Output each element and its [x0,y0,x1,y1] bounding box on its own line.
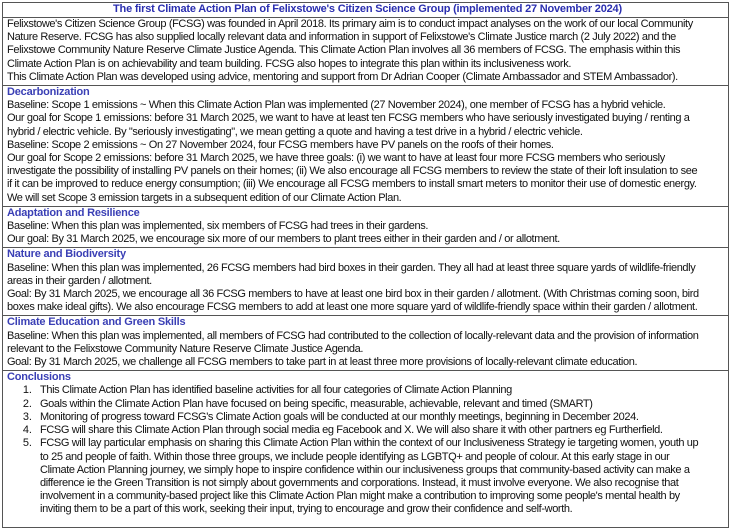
conclusion-line: FCSG will share this Climate Action Plan through social media eg Facebook and X. We will also share it with other partners eg Furtherfield. [40,424,663,437]
intro-line: Felixstowe Community Nature Reserve Climate Justice Agenda. This Climate Action Plan involves all 36 members of FCSG. The emphasis within this [7,44,681,57]
section-line: Our goal for Scope 2 emissions: before 31 March 2025, we have three goals: (i) we want to have at least four more FCSG members who seriously [7,152,665,165]
intro-section [3,17,728,85]
section-line: Goal: By 31 March 2025, we encourage all 36 FCSG members to have at least one bird box in their garden / allotment. (With Christmas coming soon, bird [7,288,699,301]
section-line: Baseline: Scope 1 emissions ~ When this Climate Action Plan was implemented (27 November 2024), one member of FCSG has a hybrid vehicle. [7,99,666,112]
conclusion-item [7,398,728,411]
section-line: Our goal for Scope 1 emissions: before 31 March 2025, we want to have at least ten FCSG members who have seriously investigated buying / renting a [7,112,690,125]
section-line: Baseline: Scope 2 emissions ~ On 27 November 2024, four FCSG members have PV panels on the roofs of their homes. [7,138,554,151]
section-line: Baseline: When this plan was implemented, all members of FCSG had contributed to the collection of locally-relevant data and the provision of information [7,329,699,342]
section-conclusions [3,370,728,526]
section-line: Baseline: When this plan was implemented, 26 FCSG members had bird boxes in their garden. They all had at least three square yards of wildlife-friendly [7,261,696,274]
section-line: Our goal: By 31 March 2025, we encourage six more of our members to plant trees either in their garden and / or allotment. [7,233,560,246]
intro-line: Nature Reserve. FCSG has also supplied locally relevant data and information in support of Felixstowe's Climate Justice march (2 July 2022) and the [7,31,676,44]
conclusion-item [7,411,728,424]
list-number: 3. [22,410,32,423]
section-line: boxes make ideal gifts). We also encourage FCSG members to add at least one more square yard of wildlife-friendly space within their garden / allotment. [7,301,698,314]
conclusion-item [7,424,728,437]
conclusion-item [7,437,728,516]
conclusion-line: involvement in a community-based project like this Climate Action Plan might make a contribution to improving some people's mental health by [40,490,680,503]
list-number: 5. [22,437,32,450]
section-line: Baseline: When this plan was implemented, six members of FCSG had trees in their gardens. [7,220,429,233]
conclusion-line: Climate Action Planning journey, we simply hope to inspire confidence within our inclusiveness groups that community-based activity can make a [40,463,690,476]
section-line: hybrid / electric vehicle. By "seriously investigating", we mean getting a quote and having a test drive in a hybrid / electric vehicle. [7,125,583,138]
conclusion-line: to 25 and people of faith. Within those three groups, we include people identifying as LGBTQ+ and people of colour. At this early stage in our [40,450,670,463]
section-line: areas in their garden / allotment. [7,274,152,287]
conclusion-text [40,411,639,424]
conclusion-text [40,437,698,516]
section-line: We will set Scope 3 emission targets in a subsequent edition of our Climate Action Plan. [7,191,402,204]
conclusion-line: inviting them to be a part of this work, seeking their input, trying to encourage and grow their confidence and self-worth. [40,503,573,516]
section-heading: Adaptation and Resilience [7,206,140,219]
list-number: 4. [22,424,32,437]
conclusion-text [40,384,512,397]
section-heading: Decarbonization [7,86,90,99]
conclusion-line: This Climate Action Plan has identified baseline activities for all four categories of Climate Action Planning [40,384,512,397]
conclusion-line: difference ie the Green Transition is not simply about governments and corporations. Instead, it must involve everyone. We also recognise that [40,476,679,489]
document-title: The first Climate Action Plan of Felixstowe's Citizen Science Group (implemented 27 November 2024) [113,3,622,15]
section-heading: Conclusions [7,371,71,384]
section-line: if it can be improved to reduce energy consumption; (iii) We encourage all FCSG members to install smart meters to monitor their use of domestic energy. [7,178,697,191]
section-adaptation-and-resilience [3,206,728,248]
section-heading: Nature and Biodiversity [7,248,126,261]
conclusion-line: FCSG will lay particular emphasis on sharing this Climate Action Plan within the context of our Inclusiveness Strategy ie targeting women, youth up [40,437,699,450]
conclusion-line: Goals within the Climate Action Plan have focused on being specific, measurable, achievable, relevant and timed (SMART) [40,397,593,410]
list-number: 2. [22,397,32,410]
section-line: investigate the possibility of installing PV panels on their homes; (ii) We also encourage all FCSG members to review the state of their loft insulation to see [7,165,698,178]
intro-line: This Climate Action Plan was developed using advice, mentoring and support from Dr Adrian Cooper (Climate Ambassador and STEM Ambassador). [7,70,678,83]
section-decarbonization [3,85,728,206]
section-line: Goal: By 31 March 2025, we challenge all FCSG members to take part in at least three more provisions of locally-relevant climate education. [7,356,638,369]
section-climate-education-and-green-skills [3,315,728,370]
intro-line: Climate Action Plan is on achievability and team building. FCSG also hopes to integrate this plan within its inclusiveness work. [7,57,572,70]
section-line: relevant to the Felixstowe Community Nature Reserve Climate Justice Agenda. [7,342,364,355]
conclusion-line: Monitoring of progress toward FCSG's Climate Action goals will be conducted at our monthly meetings, beginning in December 2024. [40,410,639,423]
section-nature-and-biodiversity [3,247,728,315]
conclusion-item [7,384,728,397]
climate-action-plan-document [2,2,729,528]
list-number: 1. [22,384,32,397]
conclusion-text [40,424,663,437]
section-heading: Climate Education and Green Skills [7,316,186,329]
intro-line: Felixstowe's Citizen Science Group (FCSG) was founded in April 2018. Its primary aim is to conduct impact analyses on the work of our local Community [7,18,693,30]
conclusion-text [40,398,593,411]
